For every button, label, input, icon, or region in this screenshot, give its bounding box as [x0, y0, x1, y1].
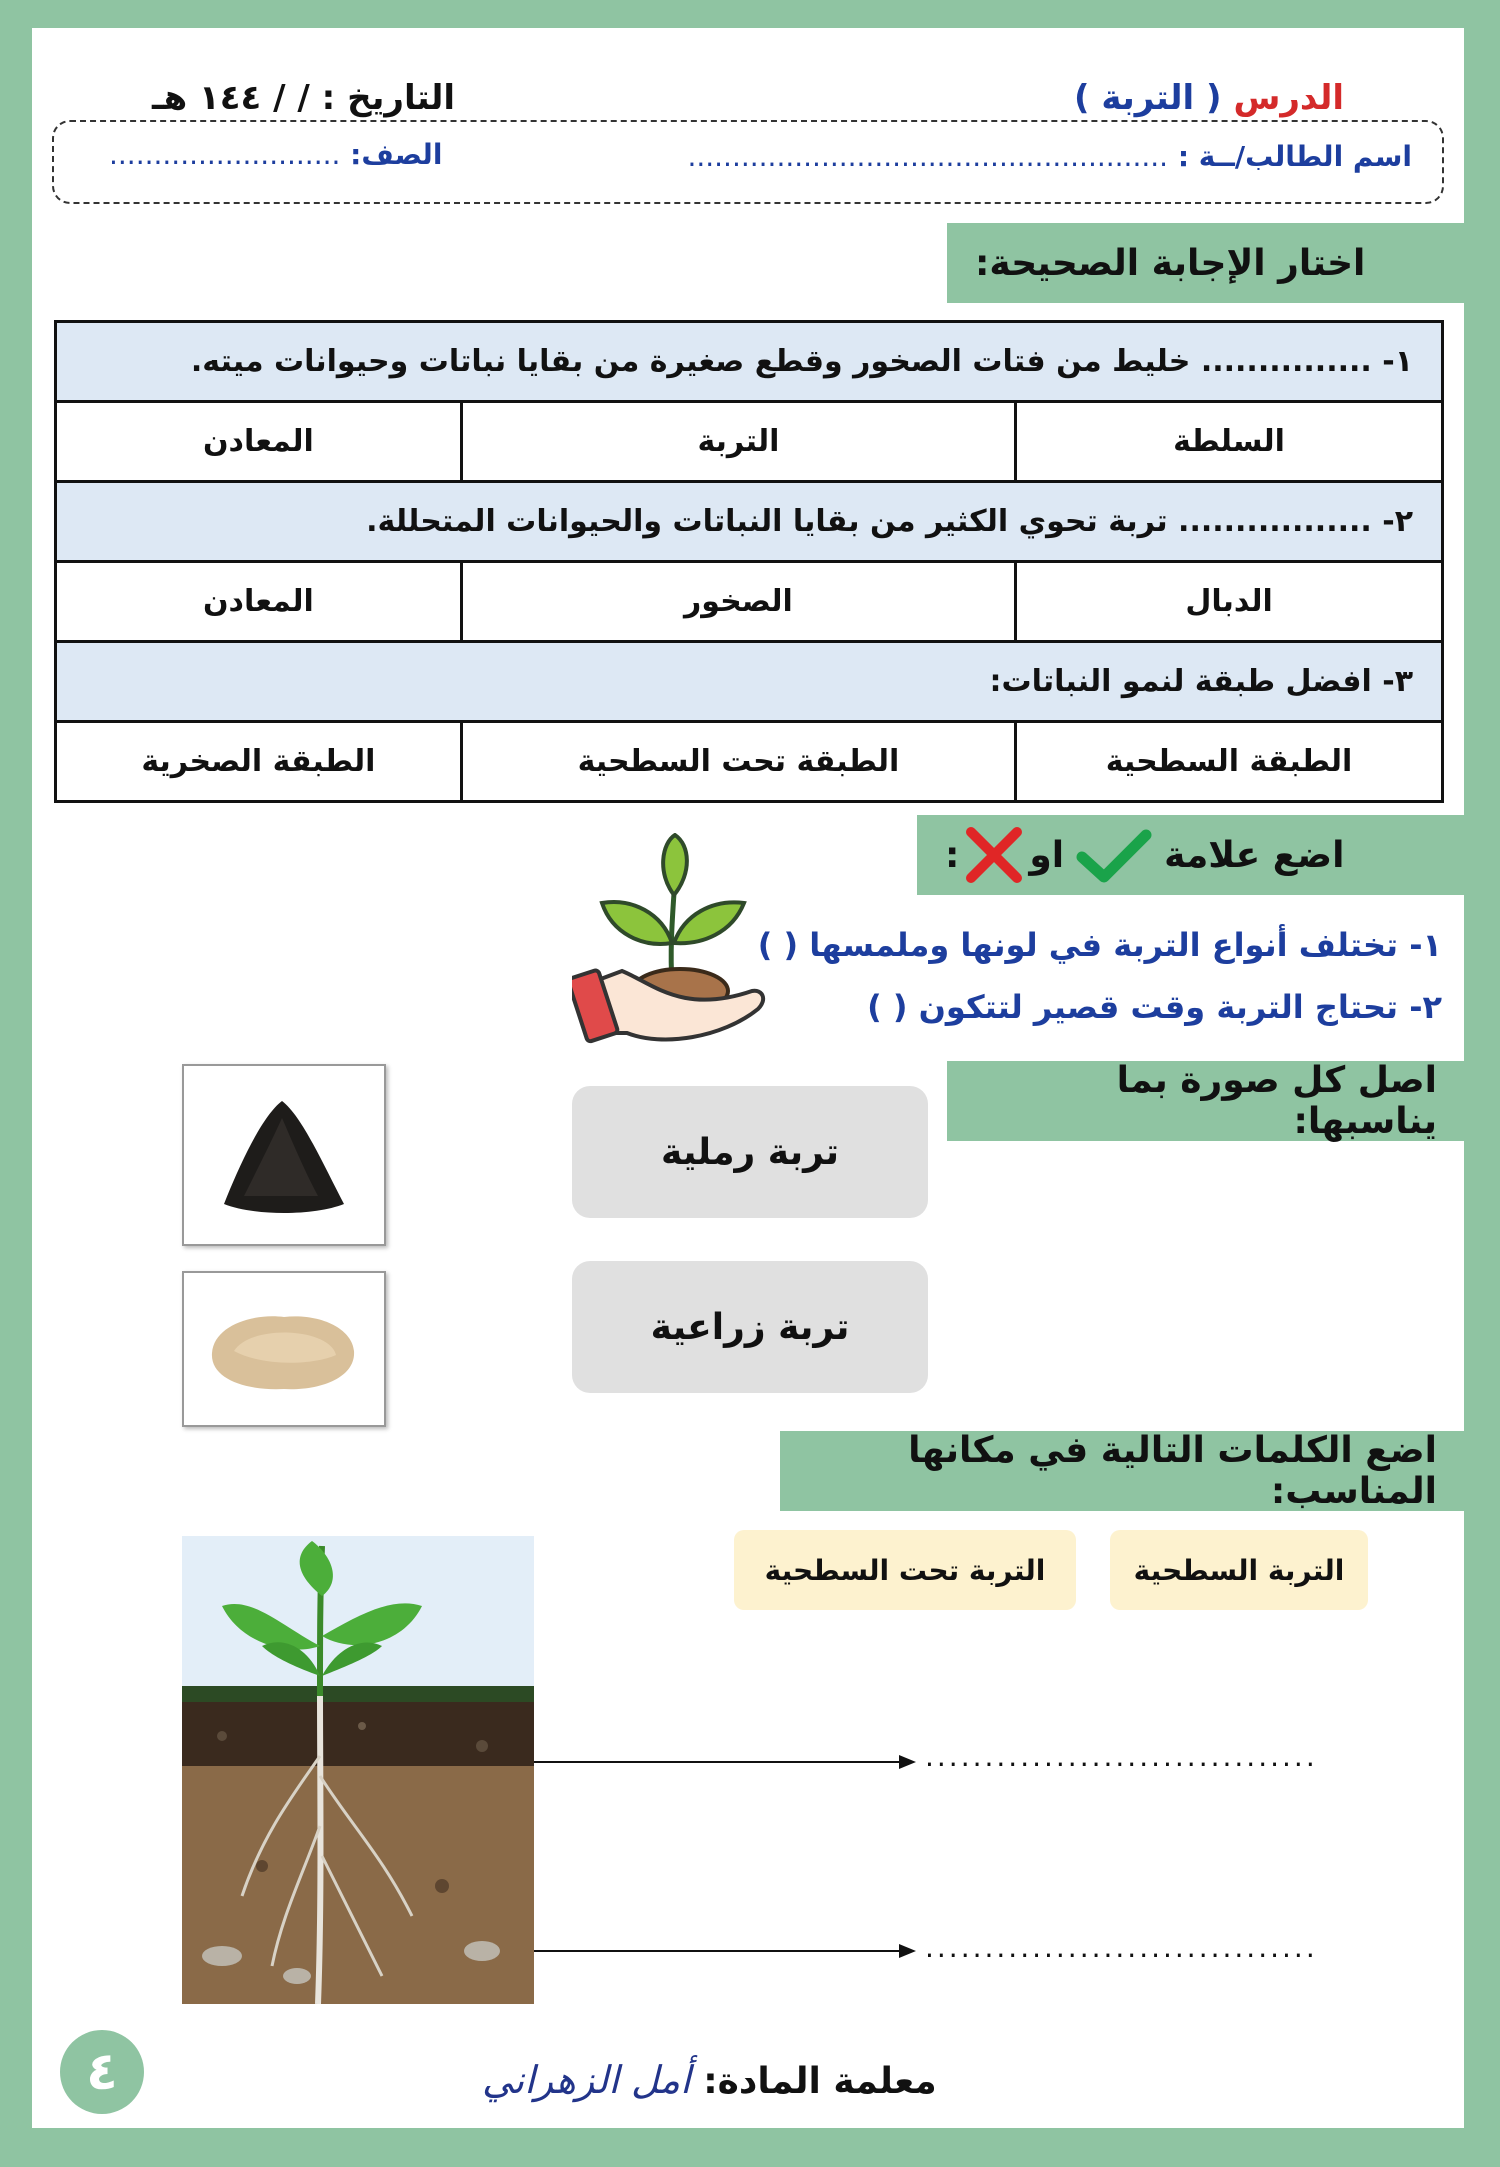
question-3: ٣- افضل طبقة لنمو النباتات: [56, 642, 1443, 722]
class-label: الصف: [350, 138, 443, 171]
q2-option-3[interactable]: المعادن [56, 562, 462, 642]
cross-icon [963, 824, 1025, 886]
student-name-field[interactable] [687, 140, 1412, 173]
date-value: / / ١٤٤ هـ [152, 78, 310, 118]
class-dots: .......................... [109, 138, 341, 171]
section4-banner [780, 1431, 1465, 1511]
q2-option-1[interactable]: الدبال [1016, 562, 1443, 642]
options-row [56, 562, 1443, 642]
q3-option-3[interactable]: الطبقة الصخرية [56, 722, 462, 802]
section2-title-start: اضع علامة [1164, 834, 1345, 876]
section3-title: اصل كل صورة بما يناسبها: [1116, 1060, 1437, 1142]
blank-subsoil[interactable]: ................................. [925, 1931, 1318, 1964]
section2-banner [917, 815, 1465, 895]
lesson-heading [1074, 78, 1344, 118]
q1-option-1[interactable]: السلطة [1016, 402, 1443, 482]
question-1: ١- ............... خليط من فتات الصخور وقطع صغيرة من بقايا نباتات وحيوانات ميته. [56, 322, 1443, 402]
question-row [56, 642, 1443, 722]
section2-title-or: او [1029, 834, 1065, 876]
options-row [56, 402, 1443, 482]
q3-option-1[interactable]: الطبقة السطحية [1016, 722, 1443, 802]
check-icon [1074, 825, 1154, 885]
blank-topsoil[interactable]: ................................. [925, 1740, 1318, 1773]
teacher-signature [482, 2058, 937, 2102]
agricultural-soil-label[interactable]: تربة زراعية [572, 1261, 928, 1393]
lesson-title: ( التربة ) [1074, 78, 1222, 118]
section1-banner [947, 223, 1465, 303]
teacher-name: أمل الزهراني [482, 2058, 691, 2102]
student-name-label: اسم الطالب/ــة : [1177, 140, 1412, 173]
teacher-label: معلمة المادة: [703, 2061, 937, 2102]
arrow-right-icon [534, 1938, 924, 1968]
lesson-label: الدرس [1233, 78, 1344, 118]
mcq-table [54, 320, 1444, 803]
soil-pile-icon [184, 1066, 384, 1244]
page-number: ٤ [60, 2030, 144, 2114]
section4-title: اضع الكلمات التالية في مكانها المناسب: [908, 1430, 1437, 1512]
options-row [56, 722, 1443, 802]
student-info-box [52, 120, 1444, 204]
layer-arrows [534, 1748, 924, 1948]
sandy-soil-label[interactable]: تربة رملية [572, 1086, 928, 1218]
black-soil-image[interactable] [182, 1064, 386, 1246]
tf-item-2: ٢- تحتاج التربة وقت قصير لتتكون ( ) [867, 988, 1442, 1026]
question-row [56, 482, 1443, 562]
sand-pile-icon [184, 1273, 384, 1425]
class-field[interactable] [109, 138, 442, 171]
tf-item-1: ١- تختلف أنواع التربة في لونها وملمسها ( ) [757, 926, 1442, 964]
soil-layers-image [182, 1536, 534, 2004]
section1-title: اختار الإجابة الصحيحة: [975, 242, 1366, 284]
word-chip-topsoil[interactable]: التربة السطحية [1110, 1530, 1368, 1610]
word-chip-subsoil[interactable]: التربة تحت السطحية [734, 1530, 1076, 1610]
sheet [32, 28, 1464, 2128]
plant-in-hand-icon [572, 833, 772, 1073]
student-name-dots: ...................................................... [687, 140, 1169, 173]
question-row [56, 322, 1443, 402]
sand-image[interactable] [182, 1271, 386, 1427]
question-2: ٢- ................. تربة تحوي الكثير من بقايا النباتات والحيوانات المتحللة. [56, 482, 1443, 562]
date-label: التاريخ : [321, 78, 456, 118]
section3-banner [947, 1061, 1465, 1141]
q3-option-2[interactable]: الطبقة تحت السطحية [461, 722, 1015, 802]
q1-option-2[interactable]: التربة [461, 402, 1015, 482]
date-field [152, 78, 455, 118]
section2-title-end: : [945, 834, 960, 876]
q1-option-3[interactable]: المعادن [56, 402, 462, 482]
q2-option-2[interactable]: الصخور [461, 562, 1015, 642]
